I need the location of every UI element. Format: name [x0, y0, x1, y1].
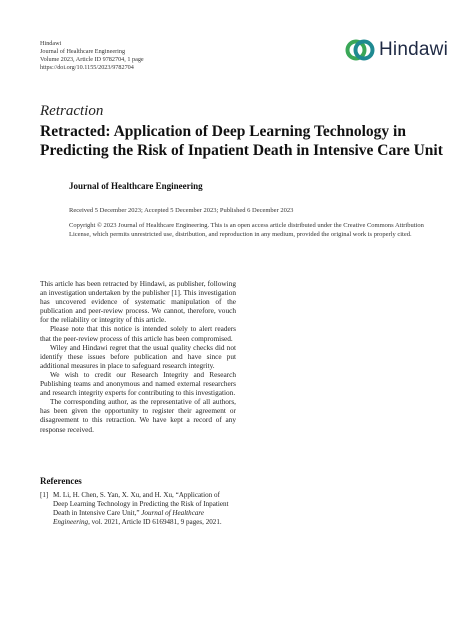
article-title: Retracted: Application of Deep Learning Technology in Predicting the Risk of Inpatient Death in Intensive Care Unit — [40, 123, 443, 159]
article-type-label: Retraction — [40, 103, 104, 119]
reference-details: , vol. 2021, Article ID 6169481, 9 pages, 2021. — [88, 518, 222, 526]
copyright-notice: Copyright © 2023 Journal of Healthcare Engineering. This is an open access article distributed under the Creative Commons Attribution License, which permits unrestricted use, distribution, and reproduction in any medium, provided the original work is properly cited. — [69, 222, 424, 238]
hindawi-logo-icon — [345, 37, 375, 63]
doi-link[interactable]: https://doi.org/10.1155/2023/9782704 — [40, 64, 134, 71]
publisher-name: Hindawi — [40, 40, 62, 47]
journal-line: Journal of Healthcare Engineering — [40, 48, 126, 55]
reference-number: [1] — [40, 491, 49, 499]
reference-item — [40, 491, 236, 527]
body-paragraph: We wish to credit our Research Integrity and Research Publishing teams and anonymous and named external researchers and research integrity experts for contributing to this investigation. — [40, 369, 236, 398]
logo-wordmark: Hindawi — [379, 39, 448, 60]
body-paragraph: This article has been retracted by Hindawi, as publisher, following an investigation undertaken by the publisher [1]. This investigation has uncovered evidence of systematic manipulation of the publication and peer-review process. We cannot, therefore, vouch for the reliability or integrity of this article. — [40, 279, 236, 325]
volume-line: Volume 2023, Article ID 9782704, 1 page — [40, 56, 144, 63]
hindawi-logo[interactable] — [345, 37, 448, 63]
body-text — [40, 279, 236, 434]
references-heading: References — [40, 476, 82, 486]
body-paragraph: Please note that this notice is intended solely to alert readers that the peer-review process of this article has been compromised. — [40, 324, 236, 343]
publication-dates: Received 5 December 2023; Accepted 5 December 2023; Published 6 December 2023 — [69, 207, 294, 214]
body-paragraph: The corresponding author, as the representative of all authors, has been given the opportunity to register their agreement or disagreement to this retraction. We have kept a record of any response received. — [40, 397, 236, 434]
reference-authors-title: M. Li, H. Chen, S. Yan, X. Xu, and H. Xu, “Application of Deep Learning Technology in Predicting the Risk of Inpatient Death in Intensive Care Unit,” — [53, 491, 229, 517]
reference-journal: Journal of Healthcare Engineering — [53, 509, 205, 526]
journal-name: Journal of Healthcare Engineering — [69, 181, 203, 191]
reference-text — [53, 491, 236, 527]
article-metadata — [40, 40, 144, 72]
body-paragraph: Wiley and Hindawi regret that the usual quality checks did not identify these issues before publication and have since put additional measures in place to safeguard research integrity. — [40, 342, 236, 370]
